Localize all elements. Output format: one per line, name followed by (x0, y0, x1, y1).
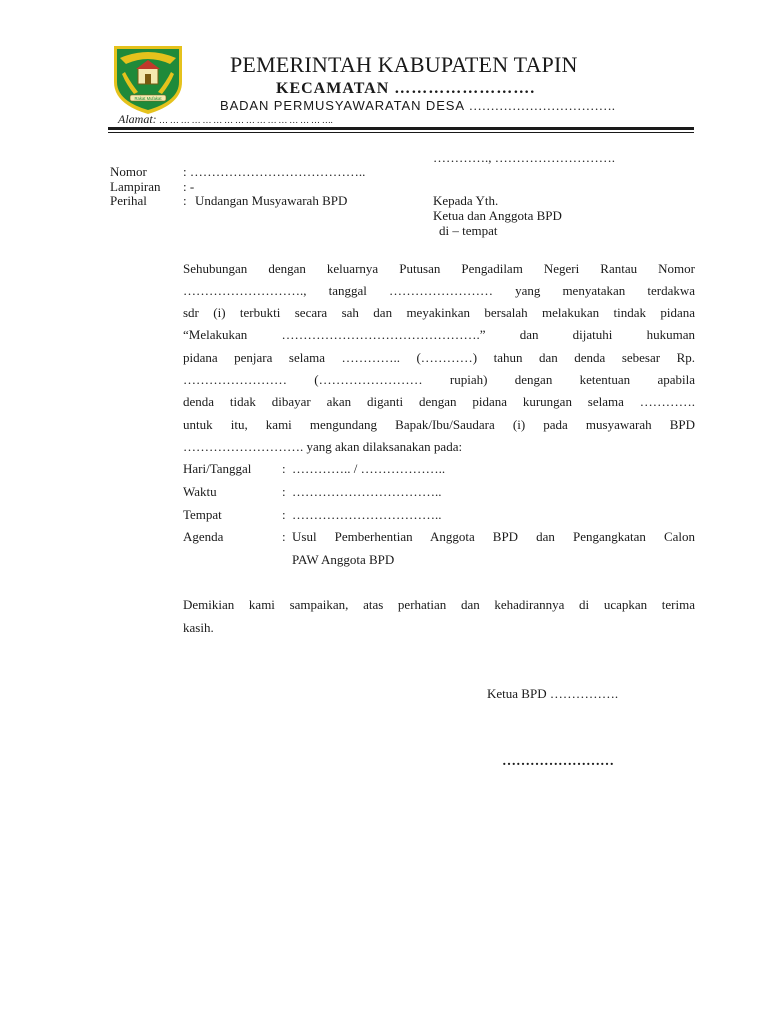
bpd-label: BADAN PERMUSYAWARATAN DESA (220, 98, 465, 113)
waktu-colon: : (282, 484, 286, 499)
header-divider-thick (108, 127, 694, 130)
district-line (276, 80, 535, 98)
government-title: PEMERINTAH KABUPATEN TAPIN (230, 52, 578, 77)
agenda-line-1: Usul Pemberhentian Anggota BPD dan Pengangkatan Calon (292, 529, 695, 544)
tempat-label: Tempat (183, 507, 222, 522)
tempat-value: …………………………….. (292, 507, 442, 522)
signature-name-placeholder: …………………… (502, 754, 614, 769)
hari-value: ………….. / ……………….. (292, 461, 446, 476)
nomor-label: Nomor (110, 164, 147, 179)
signature-title: Ketua BPD ……………. (487, 686, 619, 701)
closing-line-1: Demikian kami sampaikan, atas perhatian dan kehadirannya di ucapkan terima (183, 597, 695, 612)
perihal-colon: : (183, 193, 187, 208)
tempat-colon: : (282, 507, 286, 522)
waktu-label: Waktu (183, 484, 217, 499)
lampiran-value: : - (183, 179, 195, 194)
closing-line-2: kasih. (183, 620, 214, 635)
address-label: Alamat: (118, 112, 157, 126)
agenda-label: Agenda (183, 529, 224, 544)
district-placeholder: ……………………. (394, 80, 536, 97)
body-line: ………………………., tanggal …………………… yang menyatakan terdakwa (183, 283, 695, 298)
recipient-greeting: Kepada Yth. (433, 193, 499, 208)
body-line: …………………… (…………………… rupiah) dengan ketentuan apabila (183, 372, 695, 387)
body-line: pidana penjara selama ………….. (…………) tahun dan denda sebesar Rp. (183, 350, 695, 365)
hari-label: Hari/Tanggal (183, 461, 252, 476)
agenda-line-2: PAW Anggota BPD (292, 552, 395, 567)
kabupaten-tapin-emblem-icon (110, 42, 186, 116)
body-line: untuk itu, kami mengundang Bapak/Ibu/Saudara (i) pada musyawarah BPD (183, 417, 695, 432)
agenda-colon: : (282, 529, 286, 544)
address-placeholder: … … … … … … … … … … … … … … … …. (159, 115, 334, 125)
hari-colon: : (282, 461, 286, 476)
nomor-value: : ………………………………….. (183, 164, 366, 179)
district-label: KECAMATAN (276, 80, 390, 97)
header-divider-thin (108, 132, 694, 133)
body-line: “Melakukan ……………………………………….” dan dijatuhi hukuman (183, 327, 695, 342)
recipient-location: di – tempat (439, 223, 498, 238)
perihal-label: Perihal (110, 193, 147, 208)
body-line: denda tidak dibayar akan diganti dengan pidana kurungan selama …………. (183, 394, 695, 409)
recipient-title: Ketua dan Anggota BPD (433, 208, 562, 223)
bpd-placeholder: ……………………………. (468, 98, 615, 113)
body-line: ………………………. yang akan dilaksanakan pada: (183, 439, 463, 454)
body-line: Sehubungan dengan keluarnya Putusan Pengadilam Negeri Rantau Nomor (183, 261, 695, 276)
address-line (118, 112, 333, 127)
date-line: …………., ………………………. (433, 150, 615, 165)
lampiran-label: Lampiran (110, 179, 161, 194)
waktu-value: …………………………….. (292, 484, 442, 499)
body-line: sdr (i) terbukti secara sah dan meyakinkan bersalah melakukan tindak pidana (183, 305, 695, 320)
perihal-value: Undangan Musyawarah BPD (195, 193, 348, 208)
logo-ribbon-text: Rakat Mufakat (134, 95, 162, 101)
